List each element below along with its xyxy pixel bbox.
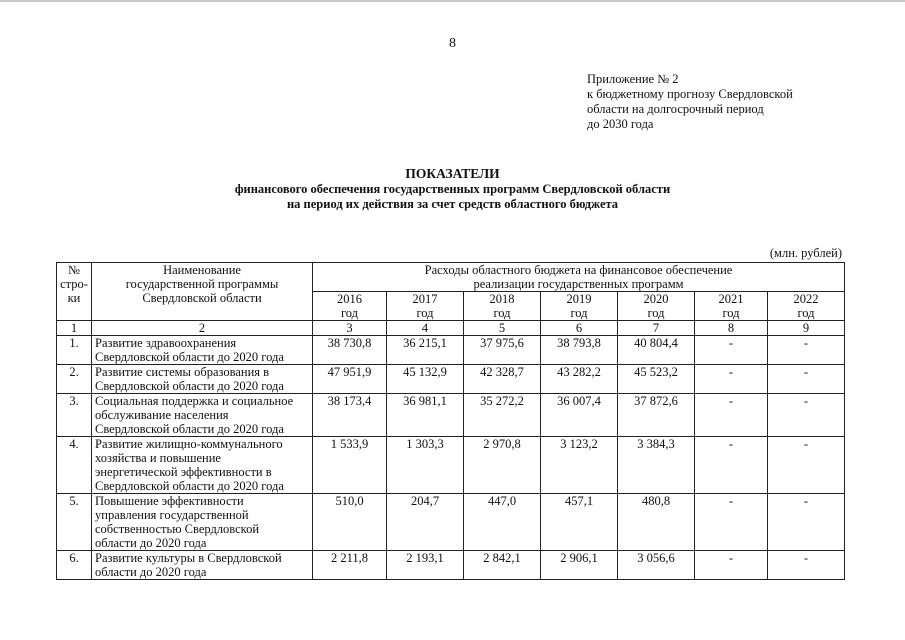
expense-value: 457,1: [541, 494, 618, 551]
expense-value: 2 193,1: [387, 551, 464, 580]
expense-value: 3 056,6: [618, 551, 695, 580]
expense-value: 3 123,2: [541, 437, 618, 494]
expense-value: 2 970,8: [464, 437, 541, 494]
expense-value: 3 384,3: [618, 437, 695, 494]
appendix-line: области на долгосрочный период: [587, 102, 764, 116]
expense-value: 204,7: [387, 494, 464, 551]
row-number: 3.: [57, 394, 92, 437]
program-name: Развитие системы образования в Свердловской области до 2020 года: [92, 365, 313, 394]
index-row: [57, 321, 845, 336]
table-row: [57, 494, 845, 551]
expense-value: 40 804,4: [618, 336, 695, 365]
expense-value: 45 523,2: [618, 365, 695, 394]
expense-value: 38 730,8: [313, 336, 387, 365]
document-title: [0, 165, 905, 212]
expense-value: 36 981,1: [387, 394, 464, 437]
program-name: Развитие жилищно-коммунального хозяйства и повышение энергетической эффективности в Свердловской области до 2020 года: [92, 437, 313, 494]
appendix-line: до 2030 года: [587, 117, 654, 131]
column-index-cell: 6: [541, 321, 618, 336]
units-label: (млн. рублей): [769, 246, 842, 260]
appendix-line: к бюджетному прогнозу Свердловской: [587, 87, 793, 101]
expense-value: 38 173,4: [313, 394, 387, 437]
expense-value: 36 007,4: [541, 394, 618, 437]
col-header-expenses: Расходы областного бюджета на финансовое обеспечение реализации государственных программ: [313, 263, 845, 292]
expense-value: -: [768, 494, 845, 551]
row-number: 5.: [57, 494, 92, 551]
title-line-2: на период их действия за счет средств областного бюджета: [286, 197, 619, 211]
expense-value: -: [768, 551, 845, 580]
row-number: 6.: [57, 551, 92, 580]
column-index-cell: 9: [768, 321, 845, 336]
column-index-cell: 5: [464, 321, 541, 336]
column-index-cell: 7: [618, 321, 695, 336]
programs-table: [56, 262, 845, 580]
expense-value: 1 533,9: [313, 437, 387, 494]
appendix-line: Приложение № 2: [587, 72, 679, 86]
expense-value: 447,0: [464, 494, 541, 551]
expense-value: 42 328,7: [464, 365, 541, 394]
expense-value: 47 951,9: [313, 365, 387, 394]
expense-value: 510,0: [313, 494, 387, 551]
expense-value: -: [695, 394, 768, 437]
column-index-cell: 1: [57, 321, 92, 336]
expense-value: 45 132,9: [387, 365, 464, 394]
expense-value: -: [768, 437, 845, 494]
row-number: 1.: [57, 336, 92, 365]
expense-value: -: [768, 365, 845, 394]
col-header-num: № стро- ки: [57, 263, 92, 321]
expense-value: -: [695, 551, 768, 580]
row-number: 4.: [57, 437, 92, 494]
year-header: 2018 год: [464, 292, 541, 321]
column-index-cell: 4: [387, 321, 464, 336]
program-name: Социальная поддержка и социальное обслуживание населения Свердловской области до 2020 года: [92, 394, 313, 437]
year-header: 2020 год: [618, 292, 695, 321]
year-header: 2017 год: [387, 292, 464, 321]
page-top-edge: [0, 0, 905, 2]
table-row: [57, 437, 845, 494]
expense-value: 2 906,1: [541, 551, 618, 580]
expense-value: -: [695, 336, 768, 365]
expense-value: 480,8: [618, 494, 695, 551]
expense-value: -: [768, 394, 845, 437]
expense-value: 37 872,6: [618, 394, 695, 437]
title-main: ПОКАЗАТЕЛИ: [405, 166, 500, 181]
title-line-1: финансового обеспечения государственных программ Свердловской области: [234, 182, 671, 196]
expense-value: -: [695, 494, 768, 551]
year-header: 2022 год: [768, 292, 845, 321]
year-header: 2019 год: [541, 292, 618, 321]
expense-value: 36 215,1: [387, 336, 464, 365]
program-name: Развитие культуры в Свердловской области до 2020 года: [92, 551, 313, 580]
program-name: Повышение эффективности управления государственной собственностью Свердловской области до 2020 года: [92, 494, 313, 551]
column-index-cell: 8: [695, 321, 768, 336]
expense-value: -: [768, 336, 845, 365]
table-row: [57, 336, 845, 365]
table-row: [57, 394, 845, 437]
table-row: [57, 551, 845, 580]
expense-value: 1 303,3: [387, 437, 464, 494]
expense-value: 35 272,2: [464, 394, 541, 437]
expense-value: -: [695, 365, 768, 394]
year-header: 2021 год: [695, 292, 768, 321]
page-number: 8: [449, 36, 456, 51]
expense-value: 2 211,8: [313, 551, 387, 580]
program-name: Развитие здравоохранения Свердловской области до 2020 года: [92, 336, 313, 365]
column-index-cell: 3: [313, 321, 387, 336]
col-header-name: Наименование государственной программы Свердловской области: [92, 263, 313, 321]
table-row: [57, 365, 845, 394]
expense-value: 43 282,2: [541, 365, 618, 394]
header-row: [57, 263, 845, 292]
expense-value: 37 975,6: [464, 336, 541, 365]
expense-value: 2 842,1: [464, 551, 541, 580]
column-index-cell: 2: [92, 321, 313, 336]
year-header: 2016 год: [313, 292, 387, 321]
row-number: 2.: [57, 365, 92, 394]
expense-value: 38 793,8: [541, 336, 618, 365]
expense-value: -: [695, 437, 768, 494]
appendix-note: [587, 72, 793, 132]
